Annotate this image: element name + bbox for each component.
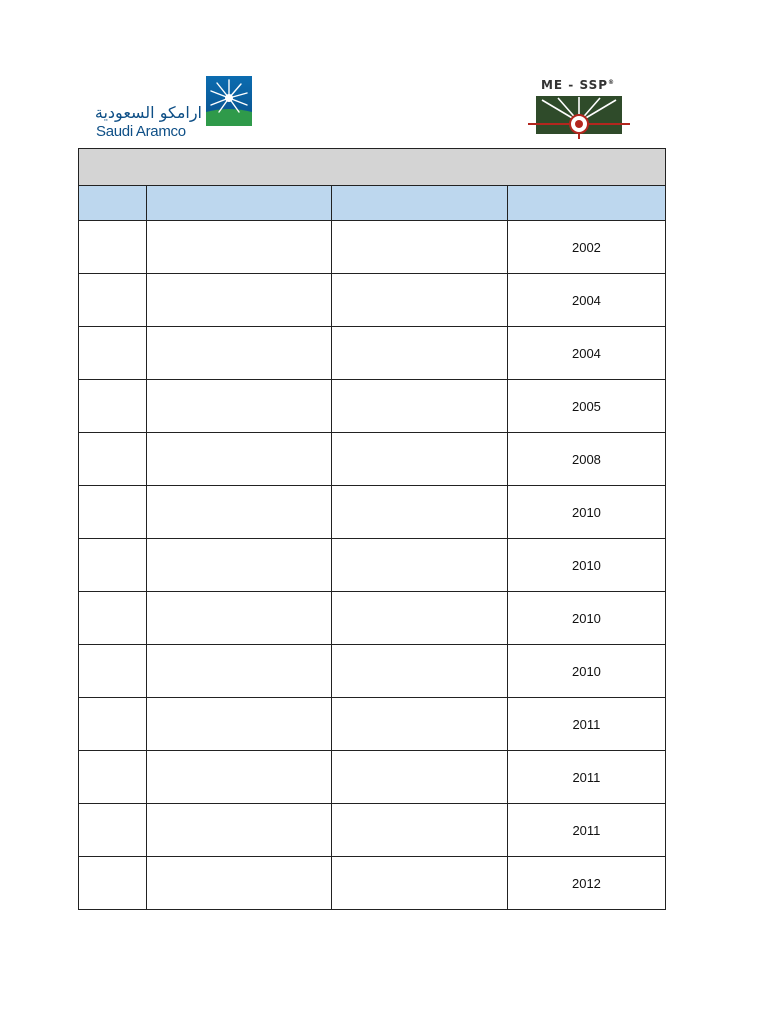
table-cell bbox=[79, 857, 147, 910]
table-row bbox=[79, 433, 666, 486]
table-cell bbox=[331, 751, 507, 804]
table-cell bbox=[331, 645, 507, 698]
table-cell bbox=[331, 327, 507, 380]
table-cell bbox=[147, 645, 331, 698]
table-header-row bbox=[79, 186, 666, 221]
table-cell bbox=[331, 804, 507, 857]
table-cell bbox=[147, 539, 331, 592]
table-cell bbox=[79, 539, 147, 592]
table-row bbox=[79, 645, 666, 698]
table-row bbox=[79, 804, 666, 857]
table-cell bbox=[147, 592, 331, 645]
year-cell: 2012 bbox=[507, 857, 665, 910]
table-cell bbox=[147, 698, 331, 751]
table-cell bbox=[331, 486, 507, 539]
me-ssp-logo bbox=[528, 76, 630, 142]
year-cell: 2010 bbox=[507, 592, 665, 645]
me-ssp-name: ME - SSP bbox=[540, 78, 608, 92]
year-cell: 2004 bbox=[507, 274, 665, 327]
year-cell: 2011 bbox=[507, 804, 665, 857]
year-cell: 2010 bbox=[507, 539, 665, 592]
table-cell bbox=[147, 433, 331, 486]
aramco-arabic-wordmark: ارامكو السعودية bbox=[94, 103, 202, 122]
table-cell bbox=[79, 380, 147, 433]
year-cell: 2011 bbox=[507, 751, 665, 804]
table-cell bbox=[147, 274, 331, 327]
table-cell bbox=[147, 857, 331, 910]
table-cell bbox=[331, 221, 507, 274]
column-header bbox=[507, 186, 665, 221]
table-title bbox=[79, 149, 666, 186]
projects-table bbox=[78, 148, 666, 910]
column-header bbox=[331, 186, 507, 221]
table-row bbox=[79, 698, 666, 751]
table-cell bbox=[79, 433, 147, 486]
table-cell bbox=[79, 592, 147, 645]
table-row bbox=[79, 539, 666, 592]
table-cell bbox=[331, 274, 507, 327]
table-row bbox=[79, 221, 666, 274]
table-cell bbox=[79, 698, 147, 751]
year-cell: 2002 bbox=[507, 221, 665, 274]
table-row bbox=[79, 592, 666, 645]
aramco-latin-wordmark: Saudi Aramco bbox=[96, 123, 186, 140]
table-row bbox=[79, 274, 666, 327]
table-cell bbox=[79, 221, 147, 274]
table-cell bbox=[331, 592, 507, 645]
table-title-row bbox=[79, 149, 666, 186]
table-cell bbox=[331, 857, 507, 910]
year-cell: 2004 bbox=[507, 327, 665, 380]
me-ssp-trademark: ® bbox=[608, 79, 615, 86]
table-cell bbox=[79, 274, 147, 327]
table-cell bbox=[331, 698, 507, 751]
table-row bbox=[79, 380, 666, 433]
table-cell bbox=[79, 486, 147, 539]
year-cell: 2011 bbox=[507, 698, 665, 751]
table-row bbox=[79, 857, 666, 910]
year-cell: 2008 bbox=[507, 433, 665, 486]
table-cell bbox=[79, 645, 147, 698]
year-cell: 2010 bbox=[507, 486, 665, 539]
saudi-aramco-logo bbox=[94, 74, 254, 146]
table-cell bbox=[147, 380, 331, 433]
aramco-star-icon bbox=[206, 76, 252, 126]
column-header bbox=[79, 186, 147, 221]
table-cell bbox=[147, 327, 331, 380]
table-row bbox=[79, 327, 666, 380]
year-cell: 2005 bbox=[507, 380, 665, 433]
me-ssp-wordmark bbox=[528, 78, 628, 92]
table-cell bbox=[147, 221, 331, 274]
table-cell bbox=[79, 751, 147, 804]
table-cell bbox=[79, 327, 147, 380]
table-cell bbox=[147, 751, 331, 804]
table-row bbox=[79, 751, 666, 804]
table-cell bbox=[79, 804, 147, 857]
messp-emblem-icon bbox=[528, 94, 630, 140]
table-cell bbox=[331, 380, 507, 433]
table-row bbox=[79, 486, 666, 539]
year-cell: 2010 bbox=[507, 645, 665, 698]
column-header bbox=[147, 186, 331, 221]
table-cell bbox=[331, 433, 507, 486]
table-cell bbox=[331, 539, 507, 592]
table-cell bbox=[147, 486, 331, 539]
table-cell bbox=[147, 804, 331, 857]
